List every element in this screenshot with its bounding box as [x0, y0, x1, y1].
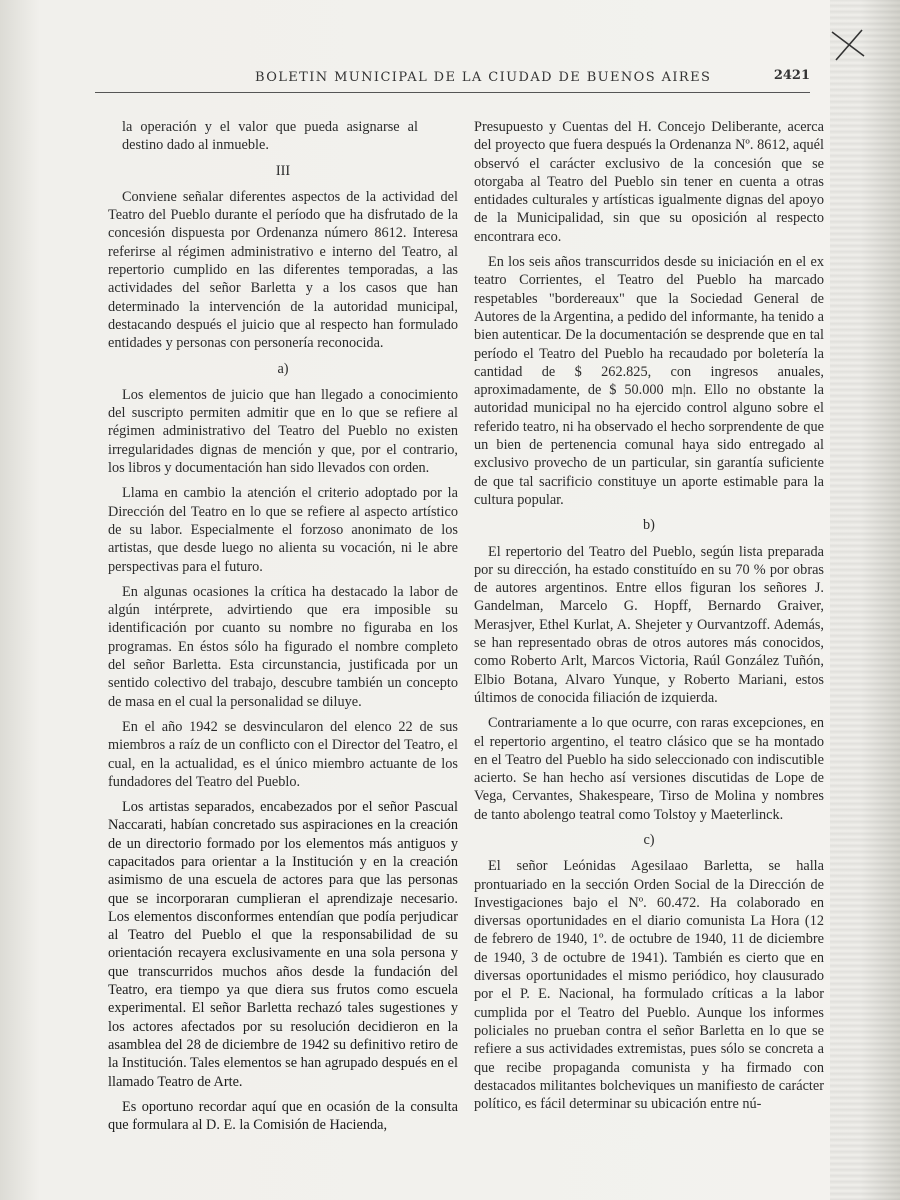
paragraph: Llama en cambio la atención el criterio adoptado por la Dirección del Teatro en lo que se refiere al aspecto artístico de su labor. Especialmente el forzoso anonimato de los artistas, que desde luego no alienta su vocación, ni le abre perspectivas para el futuro. [108, 485, 458, 575]
right-column [474, 118, 824, 1120]
paragraph: Presupuesto y Cuentas del H. Concejo Deliberante, acerca del proyecto que fuera después la Ordenanza Nº. 8612, aquél observó el carácter exclusivo de la concesión que se otorgaba al Teatro del Pueblo sin tener en cuenta a otras entidades culturales y artísticas igualmente dignas del apoyo de la Municipalidad, sin que su oposición al respecto encontrara eco. [474, 119, 824, 245]
paragraph: Conviene señalar diferentes aspectos de la actividad del Teatro del Pueblo durante el período que ha disfrutado de la concesión dispuesta por Ordenanza número 8612. Interesa referirse al régimen administrativo e interno del Teatro, al repertorio cumplido en las diferentes temporadas, a las actividades del señor Barletta y a los casos que han determinado la intervención de la autoridad municipal, destacando después el juicio que al respecto han formulado entidades y personas con personería reconocida. [108, 188, 458, 352]
paragraph: la operación y el valor que pueda asignarse al destino dado al inmueble. [122, 119, 418, 154]
handwritten-x-mark [828, 26, 868, 66]
bulletin-title: BOLETIN MUNICIPAL DE LA CIUDAD DE BUENOS AIRES [255, 70, 712, 85]
paragraph: Los artistas separados, encabezados por el señor Pascual Naccarati, habían concretado sus aspiraciones en la creación de un directorio formado por los elementos más antiguos y capacitados para orientar a la Institución y en la creación asimismo de una escuela de actores para que las personas que se incorporaran cumplieran el aprendizaje necesario. Los elementos disconformes entendían que podía perjudicar al Teatro del Pueblo el que la responsabilidad de su orientación recayera exclusivamente en una sola persona y que transcurridos muchos años desde la fundación del Teatro, era tiempo ya que diera sus frutos como escuela experimental. El señor Barletta rechazó tales sugestiones y los actores afectados por su resolución decidieron en la asamblea del 28 de diciembre de 1942 su definitivo retiro de la Institución. Tales elementos se han agrupado después en el llamado Teatro de Arte. [108, 799, 458, 1090]
section-heading-c: c) [643, 831, 655, 848]
paragraph: En los seis años transcurridos desde su iniciación en el ex teatro Corrientes, el Teatro del Pueblo ha marcado respetables "bordereaux" que la Sociedad General de Autores de la Argentina, a pedido del informante, ha tenido a bien autenticar. De la documentación se desprende que en tal período el Teatro del Pueblo ha recaudado por boletería la cantidad de $ 262.825, con ingresos anuales, aproximadamente, de $ 50.000 m|n. Ello no obstante la autoridad municipal no ha ejercido control alguno sobre el referido teatro, ni ha observado el hecho sorprendente de que un bien de pertenencia comunal haya sido entregado al exclusivo provecho de un particular, sin garantía suficiente de que tal sacrificio constituye un aporte estimable para la cultura popular. [474, 254, 824, 508]
paragraph: El repertorio del Teatro del Pueblo, según lista preparada por su dirección, ha estado constituído en su 70 % por obras de autores argentinos. Entre ellos figuran los señores J. Gandelman, Marcelo G. Hopff, Bernardo Graiver, Merasjver, Ethel Kurlat, A. Shejeter y Ourvantzoff. Además, se han representado obras de otros autores más conocidos, como Roberto Arlt, Marcos Victoria, Raúl González Tuñón, Elbio Botana, Alvaro Yunque, y Roberto Mariani, estos últimos de conocida filiación de izquierda. [474, 543, 824, 706]
section-heading-a: a) [277, 360, 289, 377]
paragraph: Es oportuno recordar aquí que en ocasión de la consulta que formulara al D. E. la Comisión de Hacienda, [108, 1098, 458, 1134]
paragraph: En el año 1942 se desvincularon del elenco 22 de sus miembros a raíz de un conflicto con el Director del Teatro, el cual, en la actualidad, es el único miembro actuante de los fundadores del Teatro del Pueblo. [108, 718, 458, 790]
paragraph: Contrariamente a lo que ocurre, con raras excepciones, en el repertorio argentino, el teatro clásico que se ha montado en el Teatro del Pueblo ha sido seleccionado con indiscutible acierto. Se han hecho así versiones discutidas de Lope de Vega, Cervantes, Shakespeare, Tirso de Molina y nombres de tanto abolengo teatral como Tolstoy y Maeterlinck. [474, 715, 824, 823]
paragraph: Los elementos de juicio que han llegado a conocimiento del suscripto permiten admitir que en lo que se refiere al régimen administrativo del Teatro del Pueblo no existen irregularidades dignas de mención y que, por el contrario, los libros y documentación han sido llevados con orden. [108, 386, 458, 477]
section-heading-3: III [275, 162, 291, 179]
paragraph: El señor Leónidas Agesilaao Barletta, se halla prontuariado en la sección Orden Social de la Dirección de Investigaciones bajo el Nº. 60.472. Ha colaborado en diversas oportunidades en el diario comunista La Hora (12 de febrero de 1940, 1º. de octubre de 1940, 11 de diciembre de 1940, 3 de octubre de 1941). También es cierto que en diversas oportunidades el mismo periódico, hoy clausurado por el P. E. Nacional, ha formulado críticas a la labor cumplida por el Teatro del Pueblo. Aunque los informes policiales no prueban contra el señor Barletta en lo que se refiere a sus actividades extremistas, pues sólo se concreta a que recibe propaganda comunista y ha firmado con destacados militantes bolcheviques un manifiesto de carácter político, es fácil determinar su ubicación entre nú- [474, 858, 824, 1113]
scan-shadow-edge [830, 0, 900, 1200]
section-heading-b: b) [643, 517, 655, 534]
left-column [108, 118, 458, 1141]
paragraph: En algunas ocasiones la crítica ha destacado la labor de algún intérprete, advirtiendo que era imposible su identificación por cuanto su nombre no figuraba en los programas. En éstos sólo ha figurado el nombre completo del señor Barletta. Esta circunstancia, justificada por un sentido colectivo del trabajo, descubre también un concepto de masa en el cual la personalidad se diluye. [108, 583, 458, 710]
page-number: 2421 [773, 68, 810, 83]
page-header [95, 66, 810, 93]
